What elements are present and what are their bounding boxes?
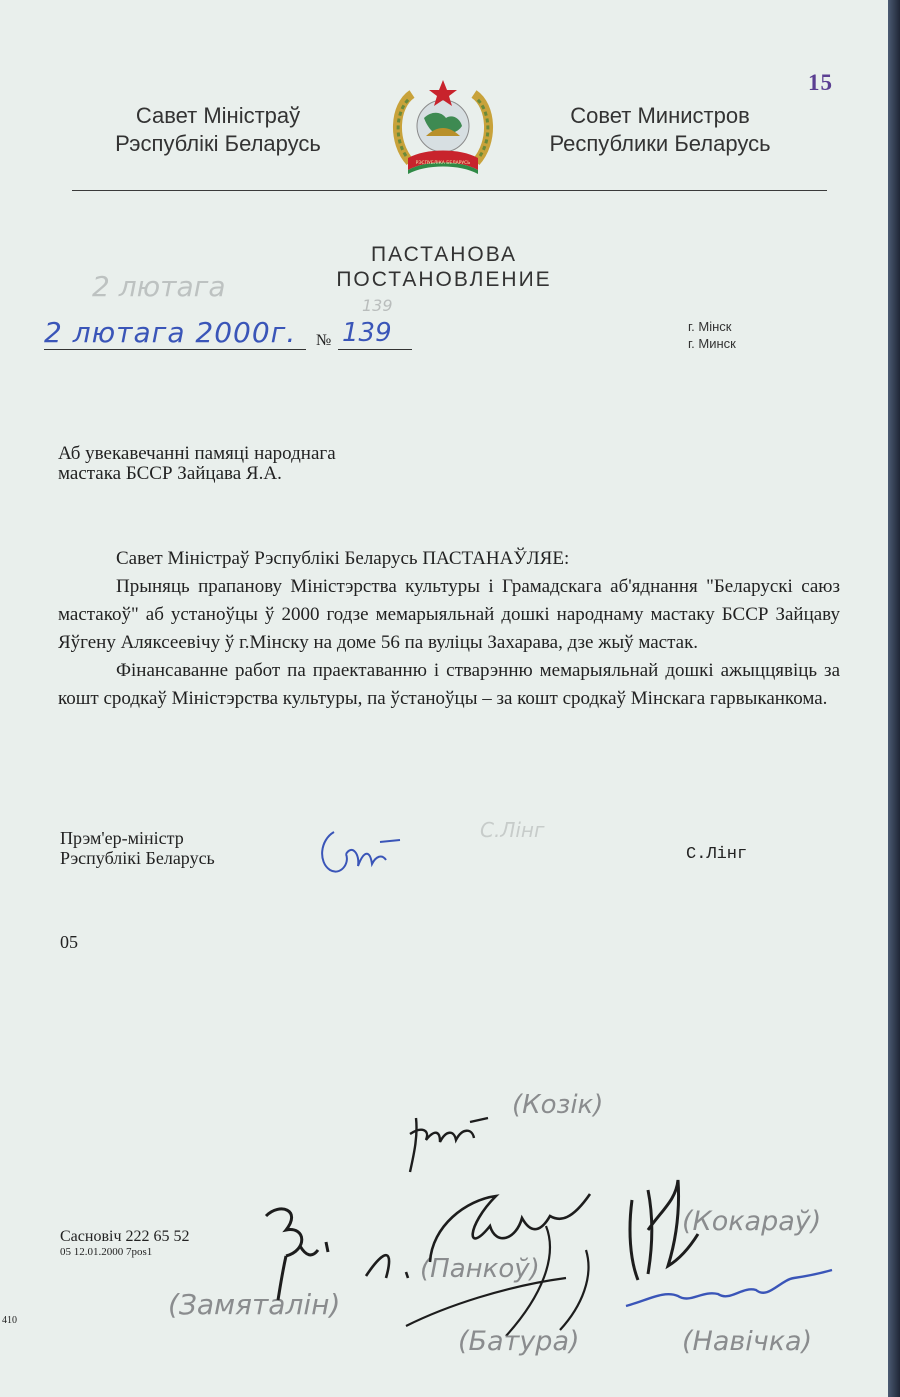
side-margin-number: 410	[2, 1315, 17, 1326]
signatory-position	[60, 828, 215, 868]
resolution-body	[58, 545, 840, 713]
executor-contact: Сасновіч 222 65 52	[60, 1228, 190, 1245]
emblem-ribbon-text: РЭСПУБЛІКА БЕЛАРУСЬ	[415, 161, 471, 166]
header-left-line1: Савет Міністраў	[135, 103, 301, 128]
subject-line1: Аб увекавечанні памяці народнага	[58, 443, 336, 464]
page-edge-background	[888, 0, 900, 1397]
header-left-belarusian	[68, 102, 368, 158]
number-sign: №	[316, 332, 332, 349]
body-paragraph-2: Фінансаванне работ па праектаванню і стварэнню мемарыяльнай дошкі ажыццявіць за кошт сродкаў Міністэрства культуры, па ўстаноўцы – за кошт сродкаў Мінскага гарвыканкома.	[58, 660, 840, 709]
state-emblem-icon	[388, 76, 498, 186]
visa-name-batura: (Батура)	[458, 1326, 580, 1357]
pencil-signature-note: С.Лінг	[480, 818, 545, 842]
visa-name-zamyatalin: (Замяталін)	[168, 1288, 341, 1321]
signatory-position-line2: Рэспублікі Беларусь	[60, 848, 215, 868]
signatory-position-line1: Прэм'ер-міністр	[60, 828, 184, 848]
visa-signature-pankou	[346, 1166, 606, 1346]
pencil-date-note: 2 лютага	[92, 270, 226, 303]
city-block	[688, 318, 736, 352]
handwritten-date: 2 лютага 2000г.	[44, 316, 297, 349]
handwritten-signature-ling	[316, 820, 406, 882]
visa-name-pankou: (Панкоў)	[420, 1254, 540, 1284]
doc-type-title-ru: ПОСТАНОВЛЕНИЕ	[336, 268, 552, 291]
visa-name-kokarau: (Кокараў)	[682, 1206, 822, 1237]
number-underline	[338, 349, 412, 350]
signatory-name: С.Лінг	[686, 845, 748, 864]
city-belarusian: г. Мінск	[688, 319, 732, 334]
body-preamble: Савет Міністраў Рэспублікі Беларусь ПАСТАНАЎЛЯЕ:	[116, 548, 570, 569]
visa-signature-navichka	[618, 1256, 838, 1326]
header-right-russian	[510, 102, 810, 158]
visa-name-navichka: (Навічка)	[682, 1326, 813, 1357]
subject-heading	[58, 444, 458, 484]
document-code: 05	[60, 932, 78, 952]
date-underline	[44, 349, 306, 350]
pencil-number-note: 139	[362, 296, 393, 315]
visa-name-kozik: (Козік)	[512, 1090, 604, 1120]
subject-line2: мастака БССР Зайцава Я.А.	[58, 463, 282, 484]
header-right-line1: Совет Министров	[570, 103, 750, 128]
file-info: 05 12.01.2000 7pos1	[60, 1246, 153, 1258]
doc-type-title-be: ПАСТАНОВА	[370, 243, 518, 266]
city-russian: г. Минск	[688, 336, 736, 351]
visa-signature-zamyatalin	[256, 1196, 346, 1306]
body-paragraph-1: Прыняць прапанову Міністэрства культуры і Грамадскага аб'яднання "Беларускі саюз мастакоў" аб устаноўцы ў 2000 годзе мемарыяльнай дошкі народнаму мастаку БССР Зайцаву Яўгену Аляксеевічу ў г.Мінску на доме 56 па вуліцы Захарава, дзе жыў мастак.	[58, 576, 840, 653]
header-right-line2: Республики Беларусь	[549, 131, 771, 156]
handwritten-number: 139	[342, 318, 392, 348]
page-number-stamp: 15	[808, 70, 833, 95]
header-divider	[72, 190, 827, 191]
header-left-line2: Рэспублікі Беларусь	[115, 131, 321, 156]
